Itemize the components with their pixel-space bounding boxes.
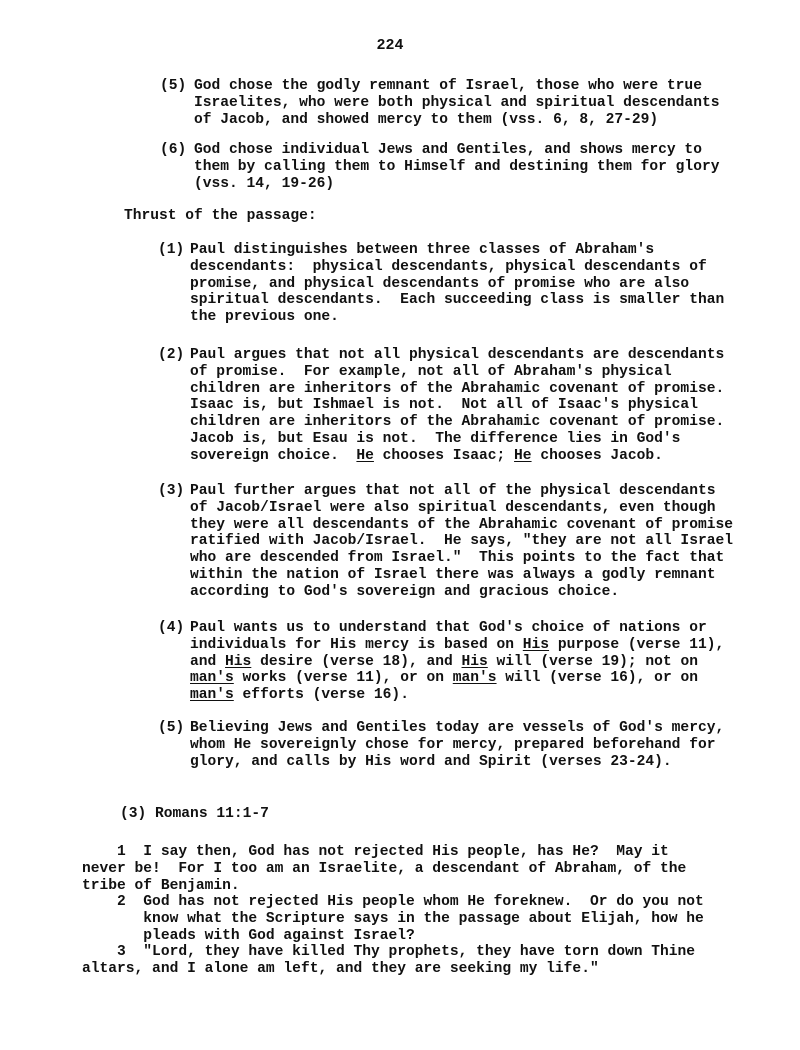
top-item: [160, 142, 719, 192]
page-number: 224: [376, 37, 404, 54]
thrust-item: [158, 242, 724, 326]
top-item-number: (6): [160, 142, 187, 158]
thrust-heading: Thrust of the passage:: [124, 208, 317, 224]
top-item-text: God chose the godly remnant of Israel, those who were true Israelites, who were both physical and spiritual descendants of Jacob, and showed mercy to them (vss. 6, 8, 27-29): [194, 78, 720, 128]
verse: 1 I say then, God has not rejected His people, has He? May it never be! For I too am an Israelite, a descendant of Abraham, of the tribe of Benjamin.: [82, 844, 687, 894]
thrust-item-number: (4): [158, 620, 185, 636]
emphasized-word: His: [522, 636, 550, 653]
thrust-item-text: Paul distinguishes between three classes of Abraham's descendants: physical descendants, physical descendants of promise, and physical descendants of promise who are also spiritual descendants. Each succeeding class is smaller than the previous one.: [190, 242, 725, 326]
thrust-item: [158, 483, 733, 601]
top-item: [160, 78, 719, 128]
thrust-item-number: (2): [158, 347, 185, 363]
thrust-item-number: (1): [158, 242, 185, 258]
thrust-item-text: Paul argues that not all physical descendants are descendants of promise. For example, not all of Abraham's physical children are inheritors of the Abrahamic covenant of promise. Isaac is, but Ishmael is not. Not all of Isaac's physical children are inheritors of the Abrahamic covenant of promise. Jacob is, but Esau is not. The difference lies in God's sovereign choice. He chooses Isaac; He chooses Jacob.: [190, 347, 725, 464]
verse: 2 God has not rejected His people whom He foreknew. Or do you not know what the Scripture says in the passage about Elijah, how he pleads with God against Israel?: [117, 894, 704, 944]
verse: 3 "Lord, they have killed Thy prophets, they have torn down Thine altars, and I alone am left, and they are seeking my life.": [82, 944, 696, 977]
thrust-item: [158, 620, 724, 704]
thrust-item-text: Paul wants us to understand that God's choice of nations or individuals for His mercy is based on His purpose (verse 11), and His desire (verse 18), and His will (verse 19); not on man's works (verse 11), or on man's will (verse 16), or on man's efforts (verse 16).: [190, 620, 725, 704]
top-item-number: (5): [160, 78, 187, 94]
emphasized-word: man's: [190, 687, 234, 704]
section-heading: (3) Romans 11:1-7: [120, 806, 269, 822]
emphasized-word: His: [461, 653, 488, 670]
thrust-item: [158, 347, 724, 465]
thrust-item: [158, 720, 724, 770]
thrust-item-number: (5): [158, 720, 185, 736]
thrust-item-text: Paul further argues that not all of the physical descendants of Jacob/Israel were also spiritual descendants, even though they were all descendants of the Abrahamic covenant of promise ratified with Jacob/Israel. He says, "they are not all Israel who are descended from Israel." This points to the fact that within the nation of Israel there was always a godly remnant according to God's sovereign and gracious choice.: [190, 483, 733, 600]
thrust-item-number: (3): [158, 483, 185, 499]
emphasized-word: man's: [452, 670, 497, 687]
emphasized-word: He: [356, 447, 374, 464]
top-item-text: God chose individual Jews and Gentiles, and shows mercy to them by calling them to Himself and destining them for glory (vss. 14, 19-26): [194, 142, 720, 192]
thrust-item-text: Believing Jews and Gentiles today are vessels of God's mercy, whom He sovereignly chose for mercy, prepared beforehand for glory, and calls by His word and Spirit (verses 23-24).: [190, 720, 725, 770]
emphasized-word: He: [514, 447, 532, 464]
emphasized-word: His: [225, 653, 252, 670]
emphasized-word: man's: [190, 670, 234, 687]
